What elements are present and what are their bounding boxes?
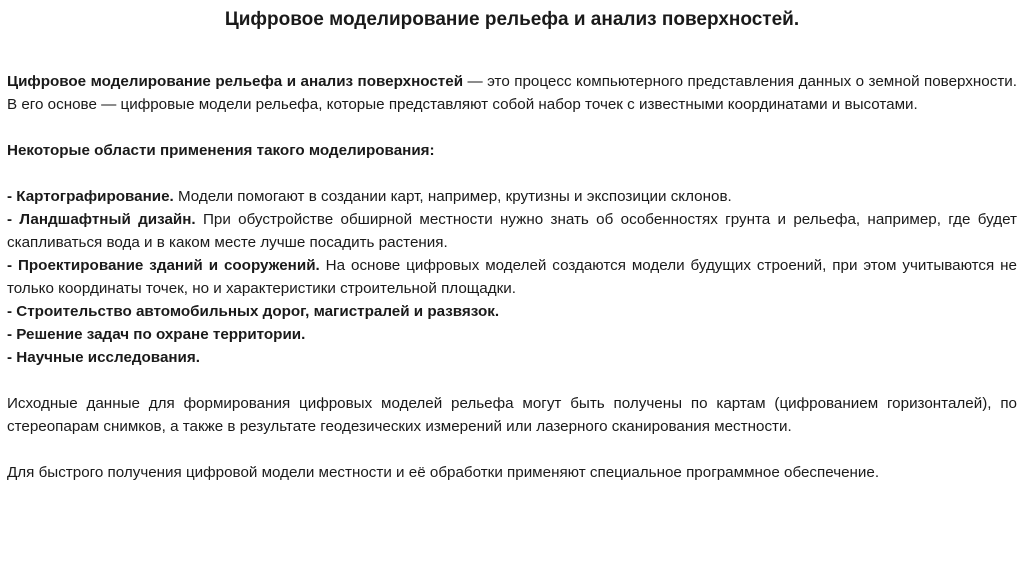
source-data-paragraph: Исходные данные для формирования цифровых моделей рельефа могут быть получены по картам (цифрованием горизонталей), по стереопарам снимков, а также в результате геодезических измерений или лазерного сканирования местности. <box>7 395 1017 435</box>
intro-paragraph <box>7 70 1017 116</box>
list-item <box>7 185 1017 208</box>
spacer <box>7 369 1017 392</box>
applications-heading: Некоторые области применения такого моделирования: <box>7 142 435 159</box>
spacer <box>7 162 1017 185</box>
intro-term: Цифровое моделирование рельефа и анализ поверхностей <box>7 73 464 90</box>
list-item-term: - Картографирование. <box>7 188 174 205</box>
list-item-text: На основе цифровых моделей создаются модели будущих строений, при этом учитываются не только координаты точек, но и характеристики строительной площадки. <box>7 257 1017 297</box>
list-item-term: - Строительство автомобильных дорог, магистралей и развязок. <box>7 303 500 320</box>
list-item-term: - Научные исследования. <box>7 349 200 366</box>
page-title: Цифровое моделирование рельефа и анализ поверхностей. <box>224 9 800 30</box>
list-item-term: - Проектирование зданий и сооружений. <box>7 257 320 274</box>
intro-text: — это процесс компьютерного представления данных о земной поверхности. В его основе — цифровые модели рельефа, которые представляют собой набор точек с известными координатами и высотами. <box>7 73 1017 113</box>
list-item-term: - Ландшафтный дизайн. <box>7 211 196 228</box>
list-item-text: Модели помогают в создании карт, например, крутизны и экспозиции склонов. <box>173 188 732 205</box>
spacer <box>7 438 1017 461</box>
list-item <box>7 323 1017 346</box>
spacer <box>7 116 1017 139</box>
list-item-term: - Решение задач по охране территории. <box>7 326 306 343</box>
list-item <box>7 254 1017 300</box>
list-item <box>7 300 1017 323</box>
applications-list <box>7 185 1017 369</box>
spacer <box>7 36 1017 70</box>
list-item-text: При обустройстве обширной местности нужно знать об особенностях грунта и рельефа, например, где будет скапливаться вода и в каком месте лучше посадить растения. <box>7 211 1018 251</box>
list-item <box>7 346 1017 369</box>
software-paragraph: Для быстрого получения цифровой модели местности и её обработки применяют специальное программное обеспечение. <box>7 464 880 481</box>
list-item <box>7 208 1017 254</box>
